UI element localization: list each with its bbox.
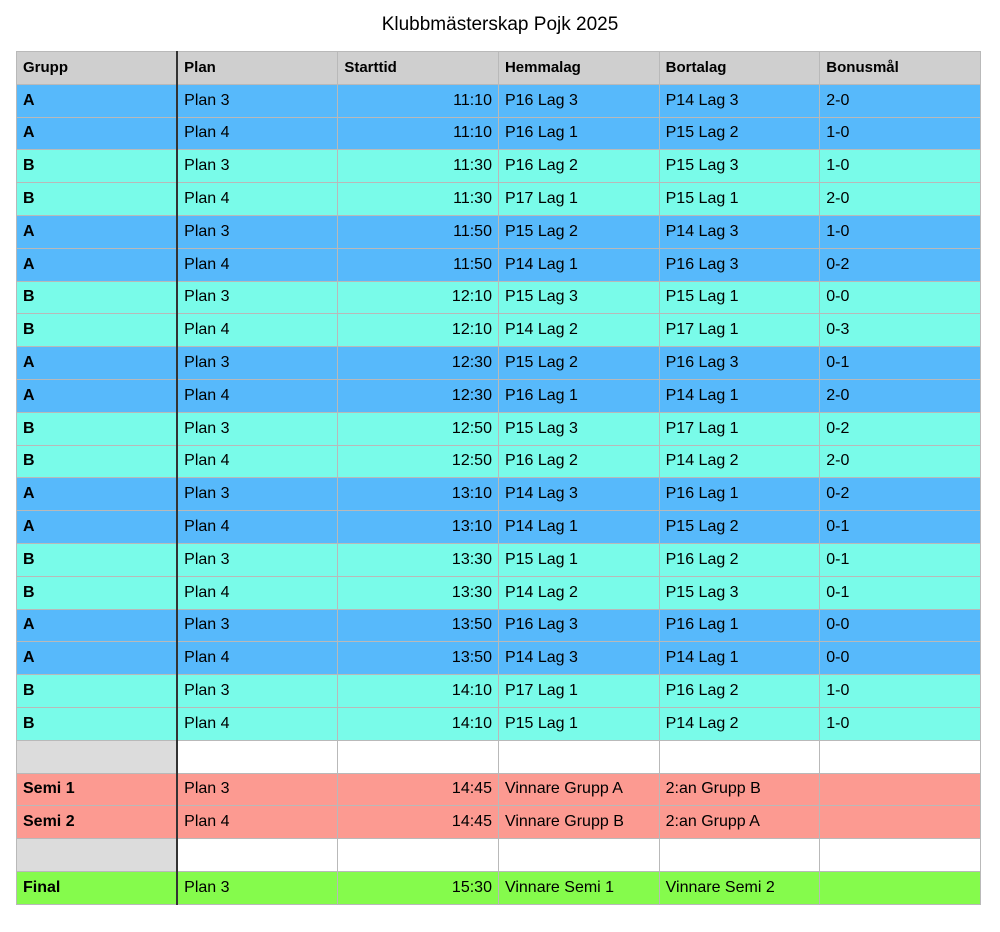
cell-hemmalag: P14 Lag 3 [498,642,659,675]
cell-bonusmal [820,740,981,773]
cell-starttid: 11:10 [338,117,499,150]
table-row [17,740,981,773]
cell-bortalag: P17 Lag 1 [659,412,820,445]
cell-hemmalag: Vinnare Semi 1 [498,871,659,904]
table-row [17,84,981,117]
cell-bortalag: P16 Lag 1 [659,609,820,642]
cell-grupp: B [17,281,178,314]
cell-bonusmal [820,806,981,839]
table-row [17,379,981,412]
table-row [17,183,981,216]
cell-bortalag: Vinnare Semi 2 [659,871,820,904]
cell-plan [177,740,338,773]
cell-bonusmal [820,871,981,904]
cell-grupp: B [17,314,178,347]
cell-grupp: B [17,183,178,216]
cell-plan: Plan 3 [177,347,338,380]
cell-bortalag: P15 Lag 1 [659,281,820,314]
cell-hemmalag: P17 Lag 1 [498,183,659,216]
cell-starttid: 12:50 [338,445,499,478]
cell-bortalag: P14 Lag 3 [659,215,820,248]
table-row [17,248,981,281]
table-row [17,412,981,445]
table-row [17,117,981,150]
cell-bortalag: P14 Lag 2 [659,707,820,740]
cell-hemmalag [498,839,659,872]
cell-bortalag: P16 Lag 3 [659,347,820,380]
cell-starttid: 13:10 [338,511,499,544]
cell-bonusmal: 0-2 [820,248,981,281]
table-row [17,675,981,708]
cell-plan: Plan 3 [177,412,338,445]
table-row [17,347,981,380]
table-row [17,609,981,642]
cell-grupp: A [17,248,178,281]
cell-bortalag: P15 Lag 2 [659,117,820,150]
cell-bonusmal: 1-0 [820,150,981,183]
cell-bortalag: 2:an Grupp B [659,773,820,806]
schedule-body [17,84,981,904]
table-row [17,281,981,314]
cell-starttid: 11:50 [338,248,499,281]
cell-grupp: A [17,347,178,380]
cell-grupp: B [17,675,178,708]
cell-hemmalag: P15 Lag 2 [498,347,659,380]
cell-plan: Plan 4 [177,379,338,412]
cell-bonusmal: 0-0 [820,609,981,642]
cell-bonusmal: 0-2 [820,412,981,445]
cell-bonusmal: 2-0 [820,183,981,216]
cell-bonusmal: 0-0 [820,642,981,675]
cell-bortalag: P15 Lag 3 [659,576,820,609]
cell-bortalag: P14 Lag 2 [659,445,820,478]
cell-bonusmal: 1-0 [820,215,981,248]
table-row [17,839,981,872]
cell-bonusmal [820,839,981,872]
cell-bortalag: P16 Lag 2 [659,543,820,576]
cell-starttid: 12:30 [338,379,499,412]
cell-grupp: A [17,511,178,544]
cell-bortalag [659,839,820,872]
cell-hemmalag: P16 Lag 2 [498,150,659,183]
cell-hemmalag: P16 Lag 3 [498,609,659,642]
cell-starttid: 14:10 [338,675,499,708]
cell-grupp: Final [17,871,178,904]
cell-grupp: Semi 2 [17,806,178,839]
cell-plan: Plan 4 [177,806,338,839]
cell-starttid: 14:10 [338,707,499,740]
cell-grupp: B [17,543,178,576]
cell-plan: Plan 4 [177,445,338,478]
cell-starttid: 11:30 [338,183,499,216]
cell-starttid: 13:30 [338,576,499,609]
cell-bortalag: P14 Lag 1 [659,642,820,675]
cell-plan: Plan 4 [177,248,338,281]
cell-grupp: B [17,576,178,609]
cell-plan: Plan 4 [177,707,338,740]
cell-plan: Plan 3 [177,478,338,511]
cell-plan: Plan 3 [177,84,338,117]
cell-plan: Plan 3 [177,675,338,708]
cell-bonusmal: 0-3 [820,314,981,347]
cell-bortalag: P15 Lag 2 [659,511,820,544]
cell-starttid: 15:30 [338,871,499,904]
table-row [17,478,981,511]
cell-starttid: 13:10 [338,478,499,511]
cell-grupp: A [17,478,178,511]
table-row [17,576,981,609]
cell-bortalag: P15 Lag 1 [659,183,820,216]
cell-plan: Plan 3 [177,773,338,806]
cell-bortalag: P16 Lag 1 [659,478,820,511]
cell-bortalag: P15 Lag 3 [659,150,820,183]
cell-bonusmal: 0-0 [820,281,981,314]
cell-hemmalag: P14 Lag 2 [498,314,659,347]
cell-grupp: A [17,215,178,248]
cell-bonusmal: 0-1 [820,576,981,609]
cell-bonusmal: 1-0 [820,707,981,740]
cell-bortalag: P16 Lag 2 [659,675,820,708]
header-bonusmal: Bonusmål [820,52,981,85]
table-row [17,707,981,740]
cell-grupp: B [17,707,178,740]
cell-plan: Plan 4 [177,183,338,216]
cell-plan: Plan 4 [177,576,338,609]
cell-plan [177,839,338,872]
cell-bonusmal: 2-0 [820,84,981,117]
table-row [17,806,981,839]
cell-hemmalag: P14 Lag 2 [498,576,659,609]
cell-starttid: 11:30 [338,150,499,183]
cell-hemmalag: P15 Lag 3 [498,412,659,445]
cell-hemmalag [498,740,659,773]
cell-hemmalag: P15 Lag 1 [498,707,659,740]
cell-starttid: 12:50 [338,412,499,445]
cell-bonusmal: 0-1 [820,543,981,576]
cell-plan: Plan 3 [177,215,338,248]
cell-starttid: 12:10 [338,314,499,347]
schedule-table [16,51,981,905]
cell-plan: Plan 3 [177,281,338,314]
cell-starttid: 13:50 [338,642,499,675]
cell-hemmalag: P14 Lag 3 [498,478,659,511]
cell-hemmalag: P17 Lag 1 [498,675,659,708]
cell-plan: Plan 3 [177,871,338,904]
table-row [17,642,981,675]
header-bortalag: Bortalag [659,52,820,85]
cell-grupp: Semi 1 [17,773,178,806]
cell-hemmalag: P15 Lag 3 [498,281,659,314]
cell-hemmalag: P14 Lag 1 [498,511,659,544]
cell-grupp: A [17,117,178,150]
cell-starttid: 14:45 [338,806,499,839]
cell-plan: Plan 4 [177,642,338,675]
cell-bortalag: 2:an Grupp A [659,806,820,839]
cell-bonusmal: 0-2 [820,478,981,511]
cell-bortalag: P14 Lag 3 [659,84,820,117]
cell-hemmalag: P16 Lag 1 [498,379,659,412]
cell-hemmalag: P14 Lag 1 [498,248,659,281]
cell-hemmalag: P16 Lag 3 [498,84,659,117]
header-hemmalag: Hemmalag [498,52,659,85]
cell-starttid: 13:50 [338,609,499,642]
cell-bonusmal: 1-0 [820,675,981,708]
cell-grupp: A [17,609,178,642]
cell-plan: Plan 4 [177,511,338,544]
cell-grupp: A [17,379,178,412]
header-grupp: Grupp [17,52,178,85]
cell-starttid: 11:50 [338,215,499,248]
cell-starttid: 11:10 [338,84,499,117]
table-row [17,511,981,544]
header-plan: Plan [177,52,338,85]
table-row [17,871,981,904]
cell-plan: Plan 3 [177,543,338,576]
cell-bortalag: P16 Lag 3 [659,248,820,281]
page-title: Klubbmästerskap Pojk 2025 [381,14,619,35]
cell-starttid [338,740,499,773]
cell-bonusmal: 0-1 [820,511,981,544]
cell-grupp: B [17,150,178,183]
cell-hemmalag: Vinnare Grupp A [498,773,659,806]
cell-plan: Plan 4 [177,117,338,150]
table-row [17,773,981,806]
cell-starttid: 13:30 [338,543,499,576]
header-starttid: Starttid [338,52,499,85]
table-row [17,314,981,347]
cell-grupp [17,839,178,872]
cell-grupp: B [17,412,178,445]
cell-plan: Plan 3 [177,609,338,642]
cell-bonusmal: 2-0 [820,445,981,478]
cell-grupp: A [17,642,178,675]
cell-bonusmal [820,773,981,806]
cell-plan: Plan 4 [177,314,338,347]
cell-starttid: 14:45 [338,773,499,806]
cell-grupp: A [17,84,178,117]
cell-hemmalag: P15 Lag 2 [498,215,659,248]
header-row [17,52,981,85]
cell-bonusmal: 1-0 [820,117,981,150]
cell-bortalag: P14 Lag 1 [659,379,820,412]
cell-hemmalag: P16 Lag 1 [498,117,659,150]
cell-starttid: 12:30 [338,347,499,380]
cell-hemmalag: Vinnare Grupp B [498,806,659,839]
cell-bonusmal: 2-0 [820,379,981,412]
cell-bortalag: P17 Lag 1 [659,314,820,347]
table-row [17,543,981,576]
table-row [17,150,981,183]
cell-starttid: 12:10 [338,281,499,314]
cell-plan: Plan 3 [177,150,338,183]
cell-bortalag [659,740,820,773]
cell-grupp: B [17,445,178,478]
table-row [17,215,981,248]
table-row [17,445,981,478]
cell-hemmalag: P16 Lag 2 [498,445,659,478]
cell-bonusmal: 0-1 [820,347,981,380]
cell-hemmalag: P15 Lag 1 [498,543,659,576]
cell-starttid [338,839,499,872]
cell-grupp [17,740,178,773]
